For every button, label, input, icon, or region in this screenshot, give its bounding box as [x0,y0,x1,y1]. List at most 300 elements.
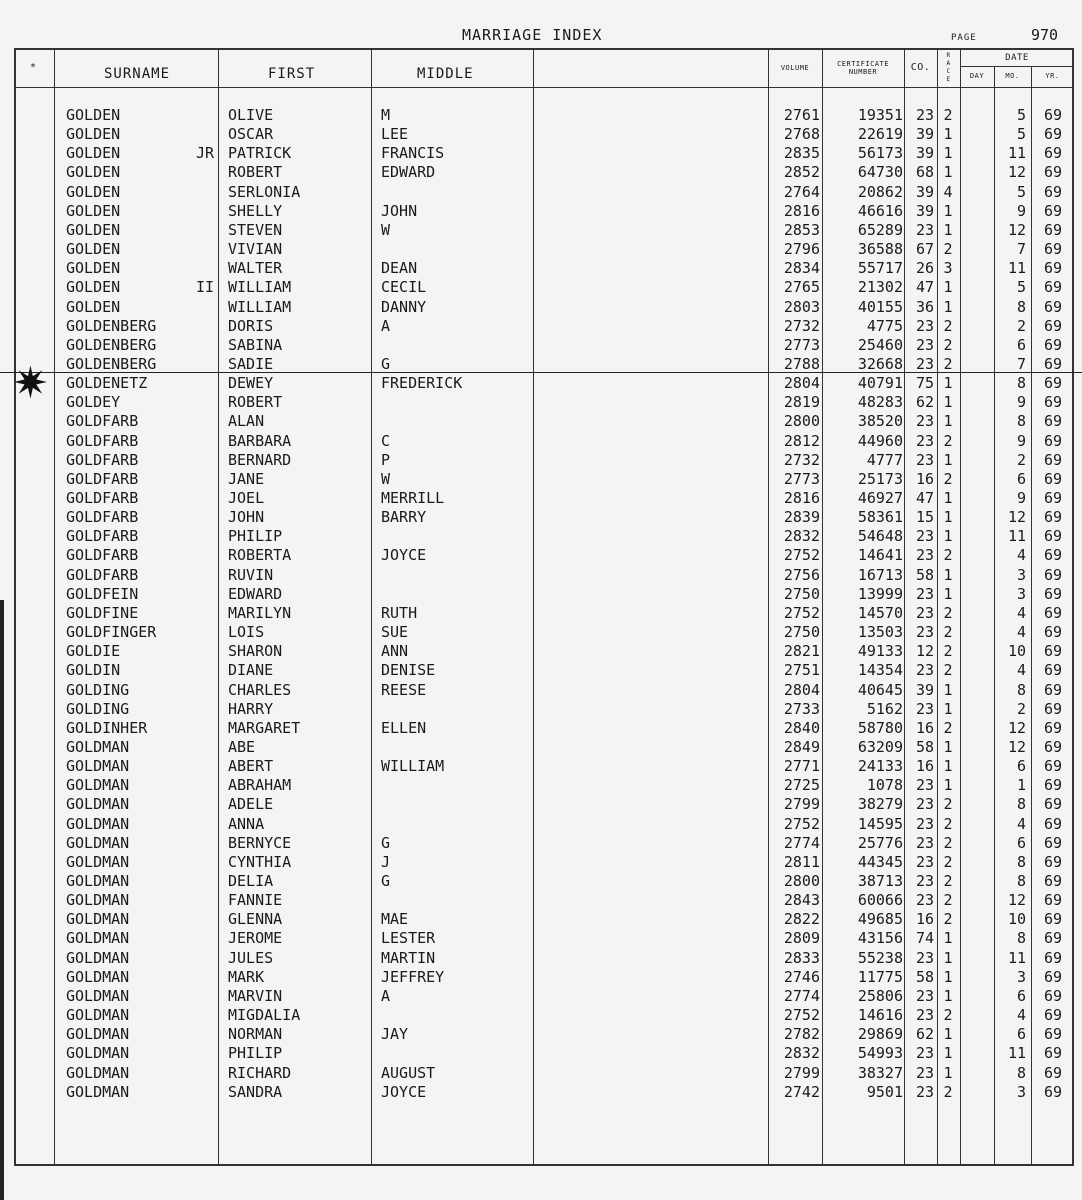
county: 16 [915,910,934,929]
county: 58 [915,565,934,584]
certificate-number: 36588 [857,240,903,259]
race: 2 [943,316,953,335]
middle-name: ANN [381,642,409,661]
certificate-number: 9501 [866,1082,903,1101]
table-row [0,585,1082,604]
county: 23 [915,584,934,603]
table-row [0,776,1082,795]
race: 1 [943,297,953,316]
certificate-number: 54648 [857,527,903,546]
county: 23 [915,603,934,622]
county: 23 [915,106,934,124]
first-name: ROBERT [228,163,283,182]
month: 8 [1016,680,1026,699]
surname: GOLDMAN [66,1025,130,1044]
race: 3 [943,259,953,278]
race: 1 [943,967,953,986]
first-name: ABERT [228,757,274,776]
table-row [0,317,1082,336]
race: 2 [943,623,953,642]
table-row [0,872,1082,891]
month: 8 [1016,412,1026,431]
month: 2 [1016,450,1026,469]
volume: 2756 [783,565,820,584]
month: 7 [1016,354,1026,373]
surname: GOLDIN [66,661,121,680]
volume: 2809 [783,929,820,948]
middle-name: JOYCE [381,1082,427,1101]
volume: 2812 [783,431,820,450]
year: 69 [1043,182,1062,201]
table-row [0,719,1082,738]
first-name: DORIS [228,316,274,335]
first-name: PHILIP [228,527,283,546]
table-row [0,700,1082,719]
table-row [0,412,1082,431]
county: 58 [915,967,934,986]
certificate-number: 14570 [857,603,903,622]
volume: 2832 [783,1044,820,1063]
certificate-number: 40791 [857,374,903,393]
middle-name: W [381,220,391,239]
county: 47 [915,489,934,507]
month: 9 [1016,489,1026,507]
year: 69 [1043,278,1062,297]
certificate-number: 11775 [857,967,903,986]
race: 2 [943,354,953,373]
month: 6 [1016,469,1026,488]
month: 5 [1016,125,1026,144]
surname: GOLDMAN [66,776,130,795]
surname: GOLDMAN [66,795,130,814]
race: 2 [943,872,953,890]
race: 2 [943,661,953,680]
middle-name: LEE [381,125,409,144]
surname: GOLDMAN [66,986,130,1005]
first-name: PATRICK [228,144,292,163]
table-row [0,1083,1082,1102]
county: 15 [915,508,934,527]
month: 9 [1016,393,1026,412]
volume: 2752 [783,1006,820,1025]
table-row [0,987,1082,1006]
volume: 2750 [783,623,820,642]
surname: GOLDEN [66,278,121,297]
middle-name: JOHN [381,201,418,220]
volume: 2852 [783,163,820,182]
table-row [0,795,1082,814]
middle-name: G [381,354,391,373]
table-row [0,125,1082,144]
volume: 2849 [783,737,820,756]
county: 23 [915,1044,934,1063]
race: 2 [943,910,953,929]
first-name: MARK [228,967,265,986]
first-name: CYNTHIA [228,852,292,871]
first-name: JOHN [228,508,265,527]
first-name: LOIS [228,623,265,642]
marker-line [0,372,1082,373]
county: 12 [915,642,934,661]
certificate-number: 25776 [857,833,903,852]
year: 69 [1043,814,1062,833]
county: 23 [915,546,934,565]
month: 6 [1016,833,1026,852]
middle-name: J [381,852,391,871]
year: 69 [1043,642,1062,661]
year: 69 [1043,603,1062,622]
year: 69 [1043,374,1062,393]
surname: GOLDMAN [66,737,130,756]
surname: GOLDEN [66,144,121,163]
first-name: CHARLES [228,680,292,699]
first-name: RICHARD [228,1063,292,1082]
left-edge-bar [0,600,4,1200]
year: 69 [1043,584,1062,603]
middle-name: FRANCIS [381,144,445,163]
first-name: RUVIN [228,565,274,584]
county: 68 [915,163,934,182]
county: 23 [915,450,934,469]
year: 69 [1043,240,1062,259]
certificate-number: 38713 [857,872,903,890]
volume: 2834 [783,259,820,278]
volume: 2800 [783,872,820,890]
certificate-number: 14616 [857,1006,903,1025]
surname: GOLDFEIN [66,584,139,603]
month: 9 [1016,431,1026,450]
header-cert-line2: NUMBER [848,68,878,76]
certificate-number: 5162 [866,699,903,718]
month: 4 [1016,603,1026,622]
header-divider [14,87,1074,88]
header-cert [822,60,904,76]
middle-name: AUGUST [381,1063,436,1082]
first-name: DEWEY [228,374,274,393]
county: 23 [915,335,934,354]
county: 23 [915,833,934,852]
volume: 2816 [783,201,820,220]
year: 69 [1043,469,1062,488]
year: 69 [1043,1044,1062,1063]
year: 69 [1043,623,1062,642]
first-name: SERLONIA [228,182,301,201]
race: 2 [943,795,953,814]
race: 1 [943,680,953,699]
middle-name: MARTIN [381,948,436,967]
table-row [0,891,1082,910]
header-race [937,52,960,84]
surname: GOLDMAN [66,891,130,910]
race: 2 [943,106,953,124]
table-row [0,1044,1082,1063]
county: 23 [915,527,934,546]
first-name: SANDRA [228,1082,283,1101]
race: 1 [943,393,953,412]
table-row [0,681,1082,700]
volume: 2788 [783,354,820,373]
race: 1 [943,201,953,220]
race: 1 [943,737,953,756]
header-first: FIRST [268,66,316,82]
first-name: SADIE [228,354,274,373]
volume: 2773 [783,469,820,488]
county: 23 [915,1082,934,1101]
county: 47 [915,278,934,297]
surname: GOLDINHER [66,718,148,737]
certificate-number: 21302 [857,278,903,297]
surname: GOLDFARB [66,546,139,565]
table-row [0,853,1082,872]
year: 69 [1043,412,1062,431]
month: 11 [1007,144,1026,163]
county: 23 [915,872,934,890]
year: 69 [1043,986,1062,1005]
first-name: SABINA [228,335,283,354]
certificate-number: 44960 [857,431,903,450]
surname: GOLDFARB [66,565,139,584]
middle-name: P [381,450,391,469]
volume: 2811 [783,852,820,871]
county: 74 [915,929,934,948]
table-row [0,968,1082,987]
race: 1 [943,1063,953,1082]
surname: GOLDEN [66,182,121,201]
year: 69 [1043,661,1062,680]
surname: GOLDEN [66,297,121,316]
volume: 2804 [783,680,820,699]
county: 75 [915,374,934,393]
month: 8 [1016,297,1026,316]
month: 3 [1016,584,1026,603]
month: 11 [1007,948,1026,967]
first-name: MARGARET [228,718,301,737]
first-name: WILLIAM [228,278,292,297]
certificate-number: 64730 [857,163,903,182]
first-name: SHARON [228,642,283,661]
month: 8 [1016,1063,1026,1082]
year: 69 [1043,910,1062,929]
table-row [0,298,1082,317]
middle-name: A [381,316,391,335]
year: 69 [1043,891,1062,910]
first-name: MARVIN [228,986,283,1005]
first-name: BARBARA [228,431,292,450]
year: 69 [1043,163,1062,182]
table-row [0,949,1082,968]
year: 69 [1043,489,1062,507]
volume: 2833 [783,948,820,967]
month: 2 [1016,699,1026,718]
volume: 2832 [783,527,820,546]
month: 4 [1016,546,1026,565]
year: 69 [1043,1082,1062,1101]
year: 69 [1043,929,1062,948]
month: 11 [1007,259,1026,278]
volume: 2774 [783,986,820,1005]
month: 12 [1007,163,1026,182]
volume: 2839 [783,508,820,527]
surname: GOLDMAN [66,967,130,986]
star-marker-icon: ✷ [12,358,49,409]
surname: GOLDFINE [66,603,139,622]
volume: 2804 [783,374,820,393]
county: 23 [915,1006,934,1025]
month: 5 [1016,106,1026,124]
race: 2 [943,603,953,622]
month: 12 [1007,737,1026,756]
race: 1 [943,1044,953,1063]
table-row [0,451,1082,470]
certificate-number: 40155 [857,297,903,316]
month: 3 [1016,565,1026,584]
race-letter: R [946,52,951,59]
volume: 2840 [783,718,820,737]
certificate-number: 19351 [857,106,903,124]
certificate-number: 44345 [857,852,903,871]
certificate-number: 46927 [857,489,903,507]
surname: GOLDENBERG [66,354,157,373]
surname: GOLDEN [66,125,121,144]
volume: 2816 [783,489,820,507]
middle-name: CECIL [381,278,427,297]
first-name: GLENNA [228,910,283,929]
volume: 2751 [783,661,820,680]
year: 69 [1043,1063,1062,1082]
middle-name: MERRILL [381,489,445,507]
month: 9 [1016,201,1026,220]
county: 23 [915,891,934,910]
surname: GOLDMAN [66,852,130,871]
table-row [0,929,1082,948]
first-name: DELIA [228,872,274,890]
first-name: ROBERTA [228,546,292,565]
month: 1 [1016,776,1026,795]
race: 1 [943,527,953,546]
volume: 2822 [783,910,820,929]
table-row [0,834,1082,853]
header-date: DATE [1005,53,1029,63]
first-name: SHELLY [228,201,283,220]
table-row [0,163,1082,182]
volume: 2796 [783,240,820,259]
middle-name: M [381,106,391,124]
first-name: ANNA [228,814,265,833]
volume: 2821 [783,642,820,661]
first-name: ABE [228,737,256,756]
volume: 2771 [783,757,820,776]
first-name: WILLIAM [228,297,292,316]
month: 12 [1007,220,1026,239]
month: 11 [1007,1044,1026,1063]
surname: GOLDFARB [66,469,139,488]
race: 1 [943,144,953,163]
year: 69 [1043,354,1062,373]
month: 10 [1007,642,1026,661]
race: 1 [943,125,953,144]
first-name: ABRAHAM [228,776,292,795]
middle-name: BARRY [381,508,427,527]
county: 39 [915,201,934,220]
race-letter: A [946,60,951,67]
year: 69 [1043,546,1062,565]
month: 10 [1007,910,1026,929]
month: 3 [1016,1082,1026,1101]
certificate-number: 14595 [857,814,903,833]
surname: GOLDFARB [66,508,139,527]
middle-name: DANNY [381,297,427,316]
year: 69 [1043,833,1062,852]
middle-name: WILLIAM [381,757,445,776]
volume: 2843 [783,891,820,910]
table-row [0,910,1082,929]
volume: 2750 [783,584,820,603]
month: 6 [1016,335,1026,354]
certificate-number: 29869 [857,1025,903,1044]
table-row [0,1006,1082,1025]
surname: GOLDING [66,699,130,718]
county: 23 [915,795,934,814]
first-name: MIGDALIA [228,1006,301,1025]
middle-name: W [381,469,391,488]
middle-name: JAY [381,1025,409,1044]
middle-name: JOYCE [381,546,427,565]
table-row [0,623,1082,642]
year: 69 [1043,718,1062,737]
surname: GOLDMAN [66,1044,130,1063]
county: 23 [915,316,934,335]
county: 39 [915,144,934,163]
surname: GOLDFARB [66,450,139,469]
first-name: EDWARD [228,584,283,603]
surname: GOLDMAN [66,948,130,967]
middle-name: DENISE [381,661,436,680]
middle-name: A [381,986,391,1005]
table-row [0,489,1082,508]
header-yr: YR. [1045,72,1060,80]
certificate-number: 4777 [866,450,903,469]
year: 69 [1043,144,1062,163]
surname: GOLDMAN [66,1063,130,1082]
middle-name: REESE [381,680,427,699]
volume: 2800 [783,412,820,431]
year: 69 [1043,431,1062,450]
month: 6 [1016,986,1026,1005]
year: 69 [1043,220,1062,239]
month: 5 [1016,182,1026,201]
table-row [0,661,1082,680]
table-row [0,1025,1082,1044]
certificate-number: 14354 [857,661,903,680]
race: 2 [943,335,953,354]
first-name: OLIVE [228,106,274,124]
header-middle: MIDDLE [417,66,474,82]
certificate-number: 25806 [857,986,903,1005]
race: 1 [943,489,953,507]
race: 1 [943,565,953,584]
table-row [0,757,1082,776]
race: 1 [943,450,953,469]
table-row [0,470,1082,489]
county: 23 [915,776,934,795]
year: 69 [1043,201,1062,220]
certificate-number: 25173 [857,469,903,488]
table-row [0,642,1082,661]
race: 2 [943,852,953,871]
first-name: MARILYN [228,603,292,622]
year: 69 [1043,948,1062,967]
race: 1 [943,508,953,527]
